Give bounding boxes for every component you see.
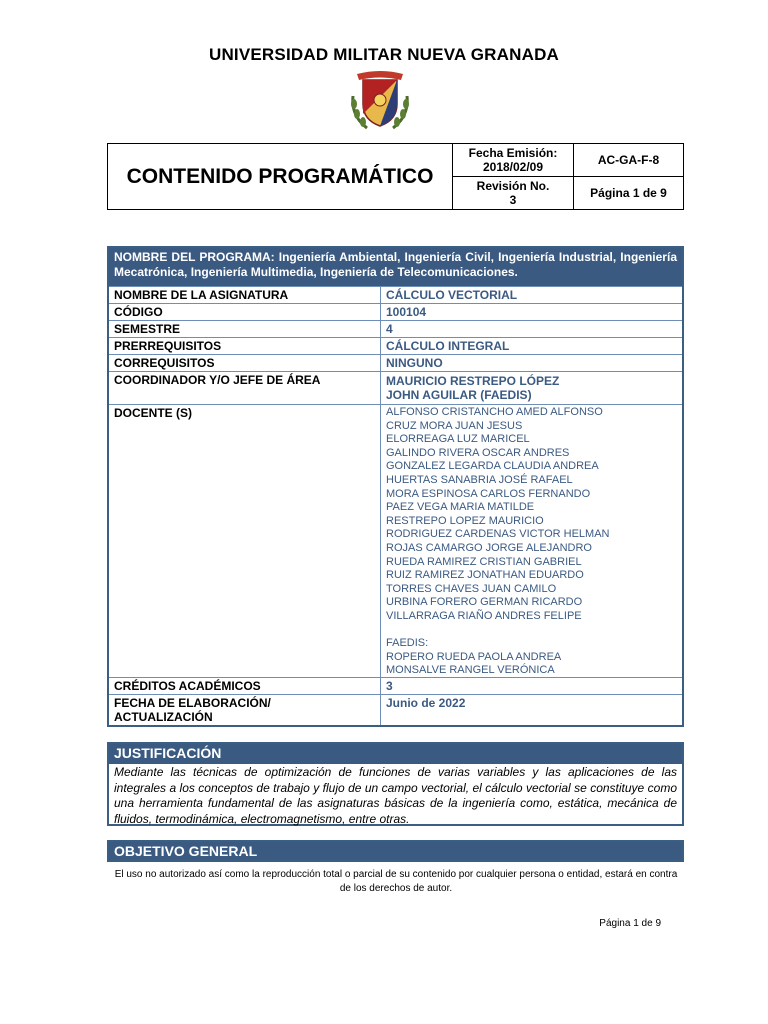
- row-value: NINGUNO: [386, 356, 443, 370]
- list-item: RUIZ RAMIREZ JONATHAN EDUARDO: [386, 569, 584, 582]
- copyright-notice: El uso no autorizado así como la reproducción total o parcial de su contenido por cualquier persona o entidad, estará en contra de los derechos de autor.: [114, 869, 678, 894]
- row-label: PRERREQUISITOS: [109, 338, 381, 354]
- list-item: TORRES CHAVES JUAN CAMILO: [386, 582, 557, 595]
- table-row: [109, 404, 682, 677]
- list-item: ROPERO RUEDA PAOLA ANDREA: [386, 650, 562, 663]
- document-code: AC-GA-F-8: [574, 144, 683, 177]
- list-item: CRUZ MORA JUAN JESUS: [386, 419, 523, 432]
- revision-label: Revisión No.: [476, 179, 550, 193]
- list-item: GALINDO RIVERA OSCAR ANDRES: [386, 446, 570, 459]
- table-row: [109, 320, 682, 337]
- row-label-line: ACTUALIZACIÓN: [114, 710, 213, 724]
- row-label: CORREQUISITOS: [109, 355, 381, 371]
- list-item: URBINA FORERO GERMAN RICARDO: [386, 596, 583, 609]
- revision-value: 3: [509, 193, 517, 207]
- table-row: [109, 371, 682, 404]
- list-item: FAEDIS:: [386, 637, 429, 650]
- table-row: [109, 677, 682, 694]
- justificacion-section: [107, 742, 684, 826]
- objetivo-general-heading: OBJETIVO GENERAL: [107, 840, 684, 862]
- row-label: CÓDIGO: [109, 304, 381, 320]
- row-value: [381, 372, 682, 404]
- university-shield-logo: [347, 66, 413, 132]
- row-label: DOCENTE (S): [109, 405, 381, 677]
- table-row: [109, 303, 682, 320]
- coordinator-name: MAURICIO RESTREPO LÓPEZ: [386, 374, 560, 388]
- row-label: SEMESTRE: [109, 321, 381, 337]
- row-value: 4: [386, 322, 393, 336]
- row-value: CÁLCULO INTEGRAL: [386, 339, 510, 353]
- document-title: CONTENIDO PROGRAMÁTICO: [108, 144, 453, 209]
- row-label: CRÉDITOS ACADÉMICOS: [109, 678, 381, 694]
- issue-date-value: 2018/02/09: [482, 160, 544, 174]
- list-spacer: [386, 624, 677, 638]
- justificacion-text: Mediante las técnicas de optimización de funciones de varias variables y las aplicaciones de las integrales a los conceptos de trabajo y flujo de un campo vectorial, el cálculo vectorial se constituye como una herramienta fundamental de las asignaturas básicas de la ingeniería como, estática, mecánica de fluidos, termodinámica, electromagnetismo, entre otras.: [114, 765, 677, 826]
- list-item: RESTREPO LOPEZ MAURICIO: [386, 514, 544, 527]
- document-header-box: [107, 143, 684, 210]
- course-info-table: [107, 246, 684, 727]
- footer-page-number: Página 1 de 9: [599, 918, 661, 929]
- list-item: HUERTAS SANABRIA JOSÉ RAFAEL: [386, 473, 573, 486]
- list-item: ROJAS CAMARGO JORGE ALEJANDRO: [386, 541, 592, 554]
- row-label: [109, 695, 381, 725]
- table-row: [109, 286, 682, 303]
- list-item: ELORREAGA LUZ MARICEL: [386, 433, 530, 446]
- table-row: [109, 337, 682, 354]
- row-value: 100104: [386, 305, 427, 319]
- list-item: PAEZ VEGA MARIA MATILDE: [386, 501, 535, 514]
- university-name: UNIVERSIDAD MILITAR NUEVA GRANADA: [208, 45, 560, 64]
- list-item: RODRIGUEZ CARDENAS VICTOR HELMAN: [386, 528, 610, 541]
- row-label: COORDINADOR Y/O JEFE DE ÁREA: [109, 372, 381, 404]
- issue-date-cell: [453, 144, 574, 177]
- list-item: RUEDA RAMIREZ CRISTIAN GABRIEL: [386, 555, 582, 568]
- list-item: GONZALEZ LEGARDA CLAUDIA ANDREA: [386, 460, 599, 473]
- program-name-header: NOMBRE DEL PROGRAMA: Ingeniería Ambiental, Ingeniería Civil, Ingeniería Industrial, Ingeniería Mecatrónica, Ingeniería Multimedia, Ingeniería de Telecomunicaciones.: [109, 248, 682, 286]
- row-value: CÁLCULO VECTORIAL: [386, 288, 518, 302]
- row-label: NOMBRE DE LA ASIGNATURA: [109, 287, 381, 303]
- justificacion-heading: JUSTIFICACIÓN: [109, 744, 682, 764]
- row-value: 3: [386, 679, 393, 693]
- table-row: [109, 354, 682, 371]
- list-item: VILLARRAGA RIAÑO ANDRES FELIPE: [386, 609, 582, 622]
- coordinator-name: JOHN AGUILAR (FAEDIS): [386, 388, 532, 402]
- revision-cell: [453, 177, 574, 209]
- list-item: MORA ESPINOSA CARLOS FERNANDO: [386, 487, 591, 500]
- issue-date-label: Fecha Emisión:: [468, 146, 558, 160]
- table-row: [109, 694, 682, 725]
- row-label-line: FECHA DE ELABORACIÓN/: [114, 696, 271, 710]
- list-item: ALFONSO CRISTANCHO AMED ALFONSO: [386, 406, 603, 418]
- docentes-list: [381, 405, 682, 679]
- list-item: MONSALVE RANGEL VERÓNICA: [386, 664, 555, 677]
- header-page-number: Página 1 de 9: [590, 186, 667, 200]
- row-value: Junio de 2022: [386, 696, 466, 710]
